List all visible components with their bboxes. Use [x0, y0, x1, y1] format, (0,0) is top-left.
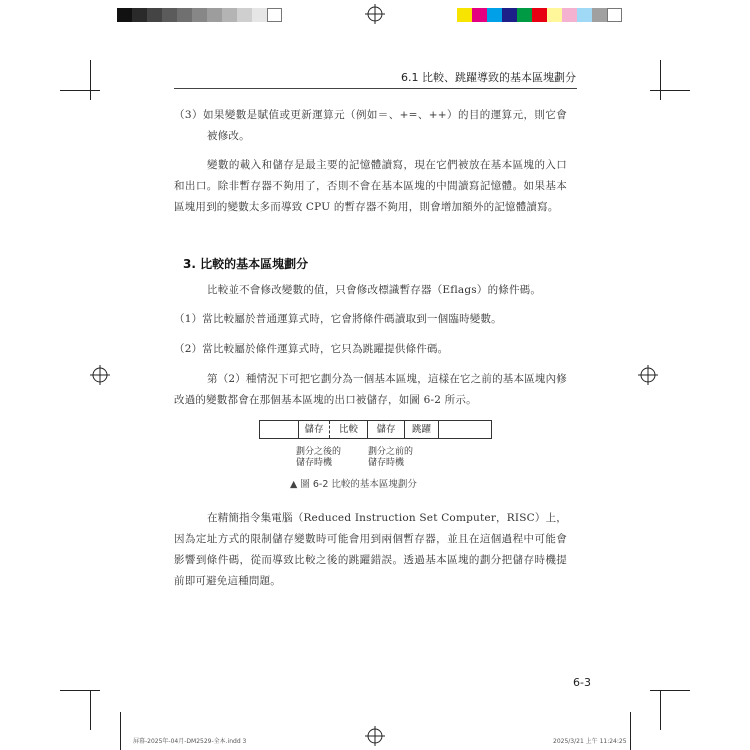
- registration-mark-icon: [365, 4, 385, 24]
- crop-mark: [120, 712, 121, 750]
- page-number: 6-3: [573, 676, 591, 689]
- crop-mark: [60, 690, 100, 691]
- color-swatch: [192, 8, 207, 22]
- paragraph: 比較並不會修改變數的值，只會修改標識暫存器（Eflags）的條件碼。: [207, 284, 542, 296]
- label-line: 儲存時機: [368, 458, 405, 468]
- label-after-split: [296, 447, 341, 469]
- label-before-split: [368, 447, 413, 469]
- slug-right: 2025/3/21 上午 11:24:25: [553, 738, 627, 745]
- slug-left: 屏幕-2025年-04月-DM2529-全本.indd 3: [133, 738, 247, 745]
- label-line: 劃分之後的: [296, 447, 342, 457]
- diagram-cell-compare: 比較: [338, 424, 358, 435]
- color-swatch: [487, 8, 502, 22]
- color-swatch: [132, 8, 147, 22]
- color-swatch: [222, 8, 237, 22]
- color-swatch: [592, 8, 607, 22]
- color-bar: [457, 8, 622, 22]
- color-swatch: [457, 8, 472, 22]
- crop-mark: [90, 690, 91, 730]
- color-swatch: [177, 8, 192, 22]
- cell-divider: [438, 421, 439, 438]
- paragraph: 在精簡指令集電腦（Reduced Instruction Set Computer，RISC）上，因為定址方式的限制儲存變數時可能會用到兩個暫存器，並且在這個過程中可能會影響到條件碼，從而導致比較之後的跳躍錯誤。透過基本區塊的劃分把儲存時機提前即可避免這種問題。: [174, 512, 567, 587]
- list-item-2: （2）當比較屬於條件運算式時，它只為跳躍提供條件碼。: [174, 343, 449, 355]
- label-line: 儲存時機: [296, 458, 333, 468]
- color-swatch: [577, 8, 592, 22]
- header-rule: [174, 88, 577, 89]
- color-swatch: [472, 8, 487, 22]
- section-heading: 3. 比較的基本區塊劃分: [183, 257, 309, 271]
- color-swatch: [267, 8, 282, 22]
- color-swatch: [207, 8, 222, 22]
- color-swatch: [237, 8, 252, 22]
- color-swatch: [532, 8, 547, 22]
- crop-mark: [650, 690, 690, 691]
- color-swatch: [547, 8, 562, 22]
- running-header: 6.1 比較、跳躍導致的基本區塊劃分: [401, 71, 576, 84]
- label-line: 劃分之前的: [368, 447, 414, 457]
- list-item-1: （1）當比較屬於普通運算式時，它會將條件碼讀取到一個臨時變數。: [174, 313, 502, 325]
- diagram-cell-store: 儲存: [304, 424, 324, 435]
- crop-mark: [650, 90, 690, 91]
- crop-mark: [660, 690, 661, 730]
- crop-mark: [60, 90, 100, 91]
- registration-mark-icon: [638, 365, 658, 385]
- color-swatch: [607, 8, 622, 22]
- color-swatch: [117, 8, 132, 22]
- gray-bar: [117, 8, 282, 22]
- crop-mark: [90, 60, 91, 100]
- figure-caption: ▲ 圖 6-2 比較的基本區塊劃分: [290, 479, 417, 490]
- color-swatch: [562, 8, 577, 22]
- paragraph: 變數的載入和儲存是最主要的記憶體讀寫，現在它們被放在基本區塊的入口和出口。除非暫存器不夠用了，否則不會在基本區塊的中間讀寫記憶體。如果基本區塊用到的變數太多而導致 CPU 的暫存器不夠用，則會增加額外的記憶體讀寫。: [174, 159, 567, 213]
- color-swatch: [162, 8, 177, 22]
- crop-mark: [660, 60, 661, 100]
- color-swatch: [502, 8, 517, 22]
- list-item-3: （3）如果變數是賦值或更新運算元（例如＝、+=、++）的目的運算元，則它會被修改。: [174, 109, 567, 142]
- color-swatch: [252, 8, 267, 22]
- color-swatch: [147, 8, 162, 22]
- registration-mark-icon: [365, 726, 385, 746]
- block-diagram: [259, 420, 492, 439]
- diagram-cell-store: 儲存: [376, 424, 396, 435]
- color-swatch: [517, 8, 532, 22]
- crop-mark: [630, 712, 631, 750]
- diagram-cell-jump: 跳躍: [411, 424, 431, 435]
- registration-mark-icon: [90, 365, 110, 385]
- paragraph: 第（2）種情況下可把它劃分為一個基本區塊，這樣在它之前的基本區塊內修改過的變數都會在那個基本區塊的出口被儲存，如圖 6-2 所示。: [174, 373, 567, 406]
